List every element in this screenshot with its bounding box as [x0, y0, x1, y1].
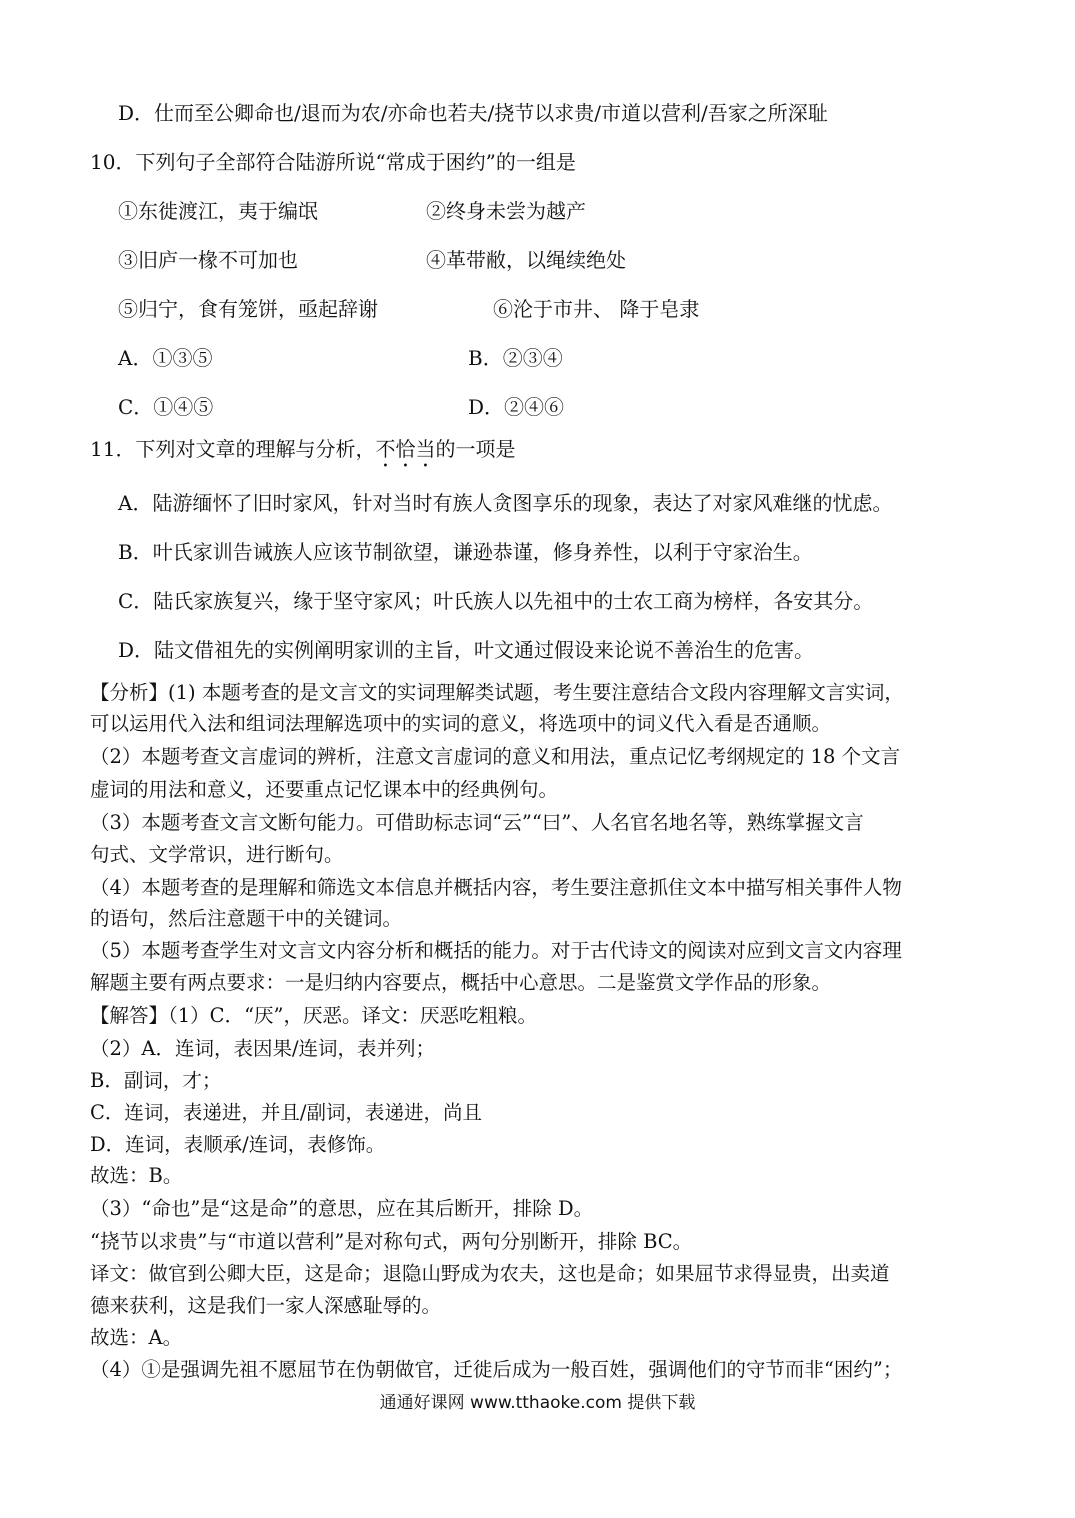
- answer-line: “挠节以求贵”与“市道以营利”是对称句式，两句分别断开，排除 BC。: [90, 1230, 693, 1253]
- q10-option-row: [118, 394, 565, 420]
- page-footer: 通通好课网 www.tthaoke.com 提供下载: [379, 1393, 696, 1413]
- q10-item: ①东徙渡江，夷于编氓: [118, 199, 318, 223]
- q9-option-d: D．仕而至公卿命也/退而为农/亦命也若夫/挠节以求贵/市道以营利/吾家之所深耻: [118, 101, 828, 125]
- analysis-line: 虚词的用法和意义，还要重点记忆课本中的经典例句。: [90, 778, 559, 801]
- q11-option: B．叶氏家训告诫族人应该节制欲望，谦逊恭谨，修身养性，以利于守家治生。: [118, 540, 813, 564]
- q11-stem-prefix: 11．下列对文章的理解与分析，: [90, 437, 376, 461]
- analysis-line: 解题主要有两点要求：一是归纳内容要点，概括中心意思。二是鉴赏文学作品的形象。: [90, 971, 832, 994]
- q10-option: A．①③⑤: [118, 346, 213, 370]
- q11-option: A．陆游缅怀了旧时家风，针对当时有族人贪图享乐的现象，表达了对家风难继的忧虑。: [118, 491, 893, 515]
- answer-line: 故选：A。: [90, 1326, 183, 1349]
- q11-option: D．陆文借祖先的实例阐明家训的主旨，叶文通过假设来论说不善治生的危害。: [118, 638, 815, 662]
- answer-line: 【解答】（1）C．“厌”，厌恶。译文：厌恶吃粗粮。: [90, 1004, 538, 1027]
- analysis-line: 的语句，然后注意题干中的关键词。: [90, 907, 403, 930]
- q10-option: C．①④⑤: [118, 395, 214, 419]
- answer-line: C．连词，表递进，并且/副词，表递进，尚且: [90, 1101, 482, 1124]
- q10-option: B．②③④: [468, 346, 563, 370]
- answer-line: 故选：B。: [90, 1164, 183, 1187]
- q10-option-row: [118, 345, 563, 371]
- answer-line: D．连词，表顺承/连词，表修饰。: [90, 1133, 386, 1156]
- analysis-line: 【分析】(1) 本题考查的是文言文的实词理解类试题，考生要注意结合文段内容理解文言实词，: [90, 681, 904, 704]
- q11-stem: [90, 436, 515, 472]
- analysis-line: （4）本题考查的是理解和筛选文本信息并概括内容，考生要注意抓住文本中描写相关事件人物: [90, 876, 902, 899]
- q11-stem-suffix: 的一项是: [435, 437, 516, 461]
- q10-item-row: [118, 198, 586, 224]
- q10-item: ⑤归宁，食有笼饼，亟起辞谢: [118, 297, 378, 321]
- analysis-line: （3）本题考查文言文断句能力。可借助标志词“云”“曰”、人名官名地名等，熟练掌握文言: [90, 811, 864, 834]
- answer-line: 德来获利，这是我们一家人深感耻辱的。: [90, 1294, 442, 1317]
- analysis-line: （2）本题考查文言虚词的辨析，注意文言虚词的意义和用法，重点记忆考纲规定的 18 个文言: [90, 745, 901, 768]
- analysis-line: 句式、文学常识，进行断句。: [90, 843, 344, 866]
- answer-line: 译文：做官到公卿大臣，这是命；退隐山野成为农夫，这也是命；如果屈节求得显贵，出卖道: [90, 1262, 890, 1285]
- q10-item: ④革带敝，以绳续绝处: [426, 248, 626, 272]
- answer-line: （4）①是强调先祖不愿屈节在伪朝做官，迁徙后成为一般百姓，强调他们的守节而非“困约”；: [90, 1358, 903, 1381]
- q10-item: ⑥沦于市井、 降于皂隶: [493, 297, 700, 321]
- analysis-line: （5）本题考查学生对文言文内容分析和概括的能力。对于古代诗文的阅读对应到文言文内容理: [90, 939, 902, 962]
- answer-line: （3）“命也”是“这是命”的意思，应在其后断开，排除 D。: [90, 1197, 594, 1220]
- q10-stem: 10．下列句子全部符合陆游所说“常成于困约”的一组是: [90, 150, 576, 174]
- q10-item: ②终身未尝为越产: [426, 199, 586, 223]
- answer-line: B．副词，才；: [90, 1069, 222, 1092]
- q10-item: ③旧庐一椽不可加也: [118, 248, 298, 272]
- q10-item-row: [118, 296, 700, 322]
- q11-option: C．陆氏家族复兴，缘于坚守家风；叶氏族人以先祖中的士农工商为榜样，各安其分。: [118, 589, 874, 613]
- q10-option: D．②④⑥: [468, 395, 565, 419]
- q11-stem-emphasis: 不恰当: [375, 437, 436, 461]
- analysis-line: 可以运用代入法和组词法理解选项中的实词的意义，将选项中的词义代入看是否通顺。: [90, 712, 832, 735]
- q10-item-row: [118, 247, 626, 273]
- answer-line: （2）A．连词，表因果/连词，表并列；: [90, 1037, 436, 1060]
